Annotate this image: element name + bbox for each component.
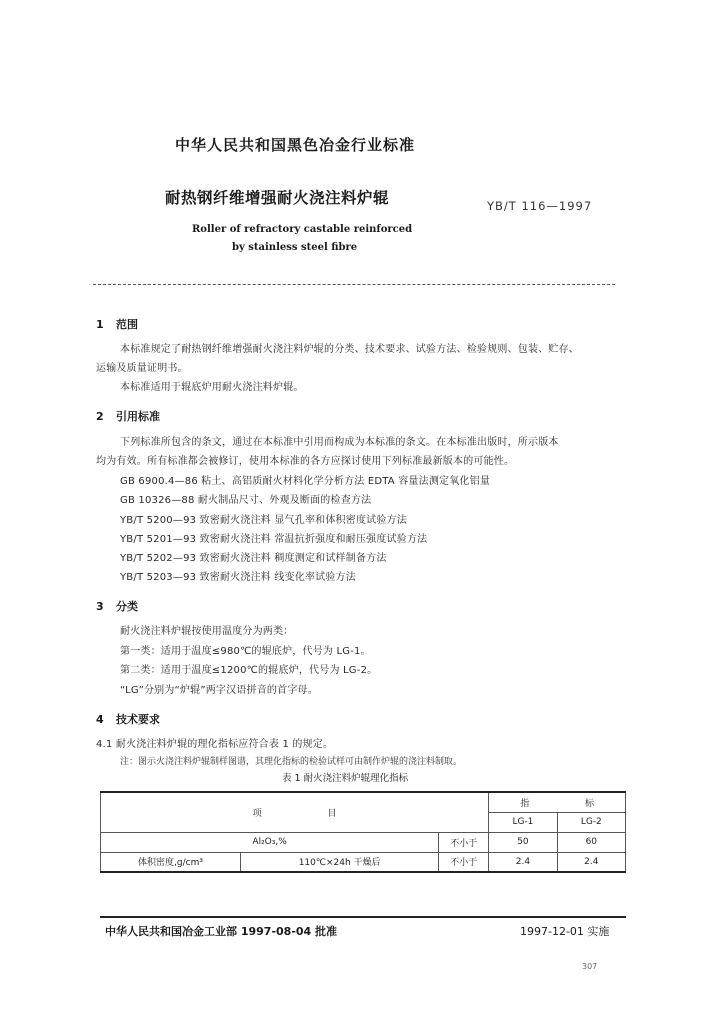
section-title: 分类 (116, 600, 138, 613)
section-number: 2 (96, 410, 104, 423)
section-2-para-1b: 均为有效。所有标准都会被修订，使用本标准的各方应探讨使用下列标准最新版本的可能性。 (96, 456, 515, 467)
table-header-lg2: LG-2 (557, 812, 625, 832)
table-header-index: 指 标 (489, 792, 626, 812)
document-title-en-line1: Roller of refractory castable reinforced (192, 224, 413, 235)
section-3-heading (96, 598, 138, 614)
table-header-lg1: LG-1 (489, 812, 557, 832)
table-cell-requirement: 不小于 (439, 832, 489, 852)
spec-table (100, 791, 626, 873)
section-4-heading (96, 711, 160, 727)
table-cell-lg2: 2.4 (557, 852, 625, 872)
approval-statement: 中华人民共和国冶金工业部 1997-08-04 批准 (105, 925, 338, 938)
section-2-heading (96, 408, 160, 424)
reference-item: GB 6900.4—86 粘土、高铝质耐火材料化学分析方法 EDTA 容量法测定氧化铝量 (120, 476, 491, 487)
classification-item: 第一类：适用于温度≤980℃的辊底炉，代号为 LG-1。 (120, 646, 371, 657)
reference-item: GB 10326—88 耐火制品尺寸、外观及断面的检查方法 (120, 495, 372, 506)
section-title: 引用标准 (116, 410, 160, 423)
footer-rule (100, 916, 626, 918)
table-caption: 表 1 耐火浇注料炉辊理化指标 (282, 773, 409, 784)
document-title-en-line2: by stainless steel fibre (232, 242, 358, 253)
table-row (101, 832, 626, 852)
table-row (101, 852, 626, 872)
implementation-date: 1997-12-01 实施 (520, 925, 610, 938)
reference-item: YB/T 5203—93 致密耐火浇注料 线变化率试验方法 (120, 572, 356, 583)
section-1-para-2: 本标准适用于辊底炉用耐火浇注料炉辊。 (120, 382, 304, 393)
classification-item: “LG”分别为“炉辊”两字汉语拼音的首字母。 (120, 685, 318, 696)
table-cell-item: Al₂O₃,% (101, 832, 439, 852)
section-1-para-1b: 运输及质量证明书。 (96, 363, 188, 374)
standard-number: YB/T 116—1997 (487, 199, 593, 213)
table-cell-requirement: 不小于 (439, 852, 489, 872)
classification-item: 耐火浇注料炉辊按使用温度分为两类： (120, 626, 294, 637)
header-separator (93, 284, 615, 285)
document-title-cn: 耐热钢纤维增强耐火浇注料炉辊 (165, 189, 390, 207)
clause-note: 注：图示火浇注料炉辊制样图谱，其理化指标的检验试样可由制作炉辊的浇注料制取。 (120, 757, 463, 767)
standard-category-header: 中华人民共和国黑色冶金行业标准 (175, 136, 416, 154)
table-cell-lg1: 50 (489, 832, 557, 852)
table-header-item: 项 目 (101, 792, 489, 832)
section-title: 技术要求 (116, 713, 160, 726)
section-title: 范围 (116, 318, 138, 331)
table-header-row (101, 792, 626, 812)
reference-item: YB/T 5201—93 致密耐火浇注料 常温抗折强度和耐压强度试验方法 (120, 534, 428, 545)
section-number: 4 (96, 713, 104, 726)
clause-4-1: 4.1 耐火浇注料炉辊的理化指标应符合表 1 的规定。 (96, 739, 334, 750)
classification-item: 第二类：适用于温度≤1200℃的辊底炉，代号为 LG-2。 (120, 665, 378, 676)
table-cell-lg1: 2.4 (489, 852, 557, 872)
section-number: 3 (96, 600, 104, 613)
table-cell-item: 体积密度,g/cm³ (101, 852, 241, 872)
section-1-heading (96, 316, 138, 332)
page-number: 307 (582, 962, 598, 971)
section-1-para-1a: 本标准规定了耐热钢纤维增强耐火浇注料炉辊的分类、技术要求、试验方法、检验规则、包装、贮存、 (120, 344, 579, 355)
table-cell-lg2: 60 (557, 832, 625, 852)
reference-item: YB/T 5202—93 致密耐火浇注料 稠度测定和试样制备方法 (120, 553, 387, 564)
table-cell-condition: 110℃×24h 干燥后 (241, 852, 439, 872)
section-2-para-1a: 下列标准所包含的条文，通过在本标准中引用而构成为本标准的条文。在本标准出版时，所示版本 (120, 437, 559, 448)
section-number: 1 (96, 318, 104, 331)
reference-item: YB/T 5200—93 致密耐火浇注料 显气孔率和体积密度试验方法 (120, 515, 407, 526)
